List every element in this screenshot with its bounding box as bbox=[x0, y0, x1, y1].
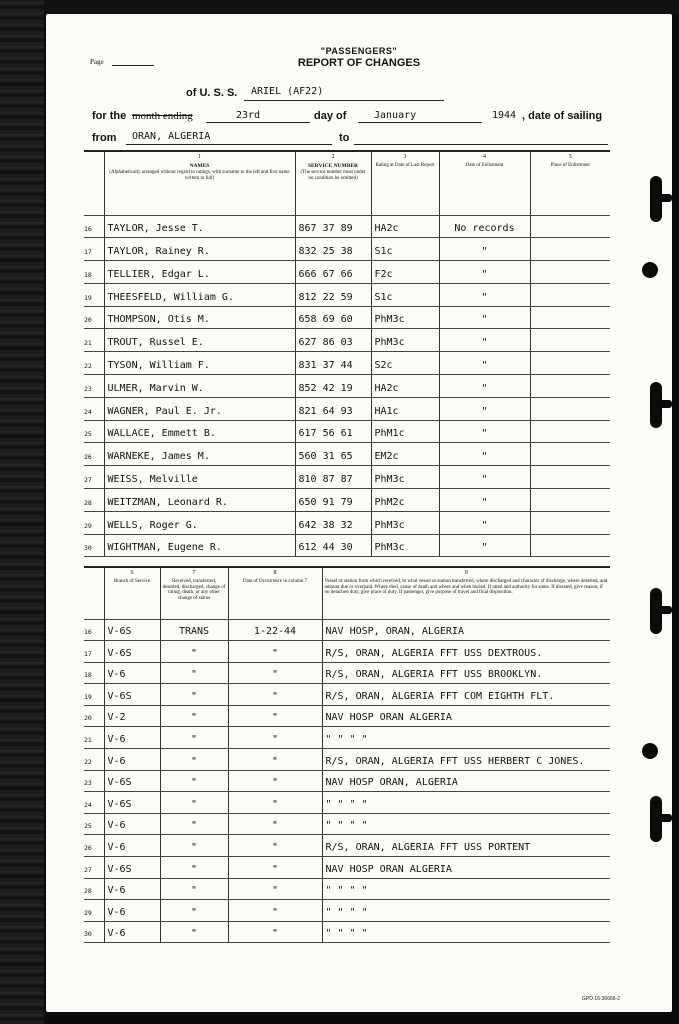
occurrence-date-cell: " bbox=[228, 813, 322, 835]
to-line bbox=[354, 144, 608, 145]
row-number: 24 bbox=[84, 792, 104, 814]
uss-label: of U. S. S. bbox=[186, 87, 238, 99]
table-row bbox=[84, 749, 610, 771]
table-row bbox=[84, 921, 610, 943]
occurrence-date-cell: " bbox=[228, 770, 322, 792]
remarks-cell: R/S, ORAN, ALGERIA FFT COM EIGHTH FLT. bbox=[322, 684, 610, 706]
occurrence-date-cell: " bbox=[228, 641, 322, 663]
binder-slot bbox=[650, 588, 662, 634]
page-label: Page bbox=[90, 58, 104, 66]
occurrence-date-header: 8 Date of Occurrence in column 7 bbox=[228, 567, 322, 619]
rating-cell: PhM3c bbox=[371, 511, 439, 534]
remarks-cell: R/S, ORAN, ALGERIA FFT USS DEXTROUS. bbox=[322, 641, 610, 663]
status-cell: " bbox=[160, 641, 228, 663]
enlistment-date-cell: " bbox=[439, 375, 530, 398]
binder-hole bbox=[642, 262, 658, 278]
rating-cell: PhM3c bbox=[371, 466, 439, 489]
status-cell: " bbox=[160, 662, 228, 684]
enlistment-place-cell bbox=[530, 443, 610, 466]
enlistment-date-cell: " bbox=[439, 443, 530, 466]
remarks-cell: " " " " bbox=[322, 921, 610, 943]
enlistment-place-header: 5 Place of Enlistment bbox=[530, 151, 610, 215]
row-number: 20 bbox=[84, 306, 104, 329]
rating-cell: PhM2c bbox=[371, 489, 439, 512]
branch-cell: V-6 bbox=[104, 900, 160, 922]
status-cell: " bbox=[160, 749, 228, 771]
occurrence-date-cell: " bbox=[228, 684, 322, 706]
name-cell: TAYLOR, Rainey R. bbox=[104, 238, 295, 261]
status-cell: " bbox=[160, 813, 228, 835]
rating-cell: HA2c bbox=[371, 215, 439, 238]
service-number-cell: 852 42 19 bbox=[295, 375, 371, 398]
row-number-header bbox=[84, 151, 104, 215]
remarks-cell: " " " " bbox=[322, 878, 610, 900]
row-number-header-2 bbox=[84, 567, 104, 619]
status-cell: " bbox=[160, 900, 228, 922]
occurrence-date-cell: " bbox=[228, 921, 322, 943]
remarks-cell: NAV HOSP ORAN, ALGERIA bbox=[322, 770, 610, 792]
branch-cell: V-6 bbox=[104, 727, 160, 749]
table-row bbox=[84, 705, 610, 727]
service-number-cell: 810 87 87 bbox=[295, 466, 371, 489]
service-number-cell: 658 69 60 bbox=[295, 306, 371, 329]
rating-cell: HA1c bbox=[371, 397, 439, 420]
name-cell: WALLACE, Emmett B. bbox=[104, 420, 295, 443]
row-number: 27 bbox=[84, 466, 104, 489]
branch-header: 6 Branch of Service bbox=[104, 567, 160, 619]
table-row bbox=[84, 397, 610, 420]
enlistment-date-cell: " bbox=[439, 238, 530, 261]
row-number: 28 bbox=[84, 489, 104, 512]
status-cell: " bbox=[160, 878, 228, 900]
status-cell: " bbox=[160, 770, 228, 792]
table-row bbox=[84, 792, 610, 814]
table-row bbox=[84, 878, 610, 900]
passengers-title: "PASSENGERS" bbox=[320, 46, 398, 56]
print-code: GPO 16-36666-2 bbox=[581, 996, 620, 1002]
row-number: 25 bbox=[84, 420, 104, 443]
enlistment-date-header: 4 Date of Enlistment bbox=[439, 151, 530, 215]
ship-name: ARIEL (AF22) bbox=[251, 86, 324, 97]
day-of-label: day of bbox=[314, 110, 347, 122]
table-row bbox=[84, 641, 610, 663]
remarks-cell: " " " " bbox=[322, 813, 610, 835]
branch-cell: V-6S bbox=[104, 792, 160, 814]
service-number-header: 2 SERVICE NUMBER (The service number must under no condition be omitted) bbox=[295, 151, 371, 215]
table-row bbox=[84, 835, 610, 857]
name-cell: TAYLOR, Jesse T. bbox=[104, 215, 295, 238]
enlistment-place-cell bbox=[530, 283, 610, 306]
service-number-cell: 831 37 44 bbox=[295, 352, 371, 375]
branch-cell: V-6 bbox=[104, 813, 160, 835]
row-number: 19 bbox=[84, 283, 104, 306]
table-row bbox=[84, 466, 610, 489]
service-number-cell: 612 44 30 bbox=[295, 534, 371, 557]
changes-table bbox=[84, 566, 610, 943]
enlistment-date-cell: " bbox=[439, 420, 530, 443]
occurrence-date-cell: " bbox=[228, 835, 322, 857]
row-number: 30 bbox=[84, 534, 104, 557]
remarks-cell: " " " " bbox=[322, 900, 610, 922]
occurrence-date-cell: " bbox=[228, 792, 322, 814]
date-of-sailing-label: , date of sailing bbox=[522, 110, 603, 122]
table-row bbox=[84, 261, 610, 284]
scan-border-top bbox=[44, 0, 679, 14]
enlistment-place-cell bbox=[530, 511, 610, 534]
branch-cell: V-6 bbox=[104, 662, 160, 684]
remarks-cell: NAV HOSP ORAN ALGERIA bbox=[322, 705, 610, 727]
enlistment-place-cell bbox=[530, 352, 610, 375]
enlistment-date-cell: " bbox=[439, 466, 530, 489]
report-title: REPORT OF CHANGES bbox=[297, 57, 421, 69]
from-line bbox=[126, 144, 332, 145]
enlistment-place-cell bbox=[530, 306, 610, 329]
row-number: 17 bbox=[84, 641, 104, 663]
service-number-cell: 617 56 61 bbox=[295, 420, 371, 443]
year-value: 1944 bbox=[492, 110, 517, 121]
service-number-cell: 832 25 38 bbox=[295, 238, 371, 261]
service-number-cell: 821 64 93 bbox=[295, 397, 371, 420]
status-cell: " bbox=[160, 705, 228, 727]
enlistment-place-cell bbox=[530, 215, 610, 238]
table-row bbox=[84, 375, 610, 398]
branch-cell: V-6S bbox=[104, 641, 160, 663]
service-number-cell: 627 86 03 bbox=[295, 329, 371, 352]
table-row bbox=[84, 900, 610, 922]
binder-hole bbox=[642, 743, 658, 759]
enlistment-place-cell bbox=[530, 261, 610, 284]
binder-slot bbox=[650, 382, 662, 428]
branch-cell: V-6 bbox=[104, 878, 160, 900]
ship-line bbox=[244, 100, 444, 101]
name-cell: ULMER, Marvin W. bbox=[104, 375, 295, 398]
row-number: 21 bbox=[84, 329, 104, 352]
row-number: 29 bbox=[84, 900, 104, 922]
rating-cell: PhM3c bbox=[371, 329, 439, 352]
name-cell: TYSON, William F. bbox=[104, 352, 295, 375]
remarks-cell: R/S, ORAN, ALGERIA FFT USS PORTENT bbox=[322, 835, 610, 857]
enlistment-place-cell bbox=[530, 489, 610, 512]
table-row bbox=[84, 443, 610, 466]
remarks-cell: R/S, ORAN, ALGERIA FFT USS BROOKLYN. bbox=[322, 662, 610, 684]
rating-cell: PhM1c bbox=[371, 420, 439, 443]
row-number: 17 bbox=[84, 238, 104, 261]
row-number: 30 bbox=[84, 921, 104, 943]
for-the-label: for the bbox=[92, 110, 127, 122]
service-number-cell: 812 22 59 bbox=[295, 283, 371, 306]
service-number-cell: 560 31 65 bbox=[295, 443, 371, 466]
row-number: 29 bbox=[84, 511, 104, 534]
occurrence-date-cell: " bbox=[228, 857, 322, 879]
enlistment-date-cell: " bbox=[439, 283, 530, 306]
table-row bbox=[84, 306, 610, 329]
enlistment-date-cell: " bbox=[439, 306, 530, 329]
name-cell: WELLS, Roger G. bbox=[104, 511, 295, 534]
table-row bbox=[84, 238, 610, 261]
branch-cell: V-2 bbox=[104, 705, 160, 727]
month-line bbox=[358, 122, 482, 123]
row-number: 28 bbox=[84, 878, 104, 900]
name-cell: WEITZMAN, Leonard R. bbox=[104, 489, 295, 512]
enlistment-date-cell: No records bbox=[439, 215, 530, 238]
occurrence-date-cell: " bbox=[228, 705, 322, 727]
name-cell: THEESFELD, William G. bbox=[104, 283, 295, 306]
occurrence-date-cell: 1-22-44 bbox=[228, 619, 322, 641]
occurrence-date-cell: " bbox=[228, 900, 322, 922]
enlistment-date-cell: " bbox=[439, 329, 530, 352]
enlistment-place-cell bbox=[530, 397, 610, 420]
row-number: 16 bbox=[84, 619, 104, 641]
enlistment-date-cell: " bbox=[439, 534, 530, 557]
table-row bbox=[84, 352, 610, 375]
branch-cell: V-6S bbox=[104, 770, 160, 792]
day-line bbox=[206, 122, 310, 123]
name-cell: WAGNER, Paul E. Jr. bbox=[104, 397, 295, 420]
rating-cell: PhM3c bbox=[371, 306, 439, 329]
day-value: 23rd bbox=[236, 110, 261, 121]
table-row bbox=[84, 489, 610, 512]
table-row bbox=[84, 619, 610, 641]
row-number: 27 bbox=[84, 857, 104, 879]
row-number: 26 bbox=[84, 835, 104, 857]
name-cell: TROUT, Russel E. bbox=[104, 329, 295, 352]
name-cell: WIGHTMAN, Eugene R. bbox=[104, 534, 295, 557]
branch-cell: V-6S bbox=[104, 684, 160, 706]
row-number: 22 bbox=[84, 352, 104, 375]
name-cell: WARNEKE, James M. bbox=[104, 443, 295, 466]
status-cell: TRANS bbox=[160, 619, 228, 641]
table-row bbox=[84, 283, 610, 306]
remarks-cell: R/S, ORAN, ALGERIA FFT USS HERBERT C JONES. bbox=[322, 749, 610, 771]
remarks-cell: NAV HOSP, ORAN, ALGERIA bbox=[322, 619, 610, 641]
month-value: January bbox=[374, 110, 417, 121]
enlistment-date-cell: " bbox=[439, 261, 530, 284]
report-sheet bbox=[46, 14, 672, 1012]
enlistment-date-cell: " bbox=[439, 489, 530, 512]
names-header: 1 NAMES (Alphabetically arranged without regard to ratings, with surname to the left and first name written in full) bbox=[104, 151, 295, 215]
scan-border-left bbox=[0, 0, 44, 1024]
table-row bbox=[84, 857, 610, 879]
enlistment-place-cell bbox=[530, 238, 610, 261]
branch-cell: V-6 bbox=[104, 835, 160, 857]
remarks-cell: " " " " bbox=[322, 727, 610, 749]
branch-cell: V-6 bbox=[104, 921, 160, 943]
rating-cell: F2c bbox=[371, 261, 439, 284]
branch-cell: V-6S bbox=[104, 857, 160, 879]
row-number: 24 bbox=[84, 397, 104, 420]
occurrence-date-cell: " bbox=[228, 878, 322, 900]
enlistment-place-cell bbox=[530, 420, 610, 443]
status-cell: " bbox=[160, 684, 228, 706]
enlistment-date-cell: " bbox=[439, 397, 530, 420]
occurrence-date-cell: " bbox=[228, 749, 322, 771]
binder-slot bbox=[650, 796, 662, 842]
rating-header: 3 Rating at Date of Last Report bbox=[371, 151, 439, 215]
service-number-cell: 642 38 32 bbox=[295, 511, 371, 534]
branch-cell: V-6 bbox=[104, 749, 160, 771]
table-row bbox=[84, 662, 610, 684]
status-cell: " bbox=[160, 727, 228, 749]
table-row bbox=[84, 727, 610, 749]
service-number-cell: 650 91 79 bbox=[295, 489, 371, 512]
enlistment-place-cell bbox=[530, 534, 610, 557]
enlistment-place-cell bbox=[530, 466, 610, 489]
table-row bbox=[84, 813, 610, 835]
remarks-cell: " " " " bbox=[322, 792, 610, 814]
row-number: 25 bbox=[84, 813, 104, 835]
from-label: from bbox=[92, 132, 117, 144]
table-row bbox=[84, 684, 610, 706]
rating-cell: EM2c bbox=[371, 443, 439, 466]
row-number: 18 bbox=[84, 662, 104, 684]
rating-cell: HA2c bbox=[371, 375, 439, 398]
branch-cell: V-6S bbox=[104, 619, 160, 641]
binder-slot bbox=[650, 176, 662, 222]
row-number: 22 bbox=[84, 749, 104, 771]
status-cell: " bbox=[160, 921, 228, 943]
row-number: 16 bbox=[84, 215, 104, 238]
status-cell: " bbox=[160, 835, 228, 857]
row-number: 23 bbox=[84, 770, 104, 792]
occurrence-date-cell: " bbox=[228, 727, 322, 749]
table-row bbox=[84, 534, 610, 557]
from-value: ORAN, ALGERIA bbox=[132, 131, 211, 142]
table-row bbox=[84, 511, 610, 534]
row-number: 26 bbox=[84, 443, 104, 466]
service-number-cell: 666 67 66 bbox=[295, 261, 371, 284]
table-row bbox=[84, 329, 610, 352]
to-label: to bbox=[339, 132, 350, 144]
name-cell: TELLIER, Edgar L. bbox=[104, 261, 295, 284]
struck-month-ending: month ending bbox=[132, 110, 193, 122]
service-number-cell: 867 37 89 bbox=[295, 215, 371, 238]
enlistment-place-cell bbox=[530, 329, 610, 352]
remarks-header: 9 Vessel or station from which received, to what vessel or station transferred, where discharged and character of discharge, where deserted, and amount due or overpaid. Where died, cause of death and where and when buried. If rated and authority for same. If disrated, give reason; if on detached duty, give place of duty. If passenger, give purpose of travel and final disposition. bbox=[322, 567, 610, 619]
personnel-table bbox=[84, 150, 610, 557]
table-row bbox=[84, 420, 610, 443]
enlistment-date-cell: " bbox=[439, 511, 530, 534]
row-number: 20 bbox=[84, 705, 104, 727]
status-cell: " bbox=[160, 857, 228, 879]
name-cell: WEISS, Melville bbox=[104, 466, 295, 489]
row-number: 21 bbox=[84, 727, 104, 749]
enlistment-place-cell bbox=[530, 375, 610, 398]
table-row bbox=[84, 770, 610, 792]
occurrence-date-cell: " bbox=[228, 662, 322, 684]
rating-cell: S1c bbox=[371, 238, 439, 261]
row-number: 23 bbox=[84, 375, 104, 398]
rating-cell: PhM3c bbox=[371, 534, 439, 557]
rating-cell: S2c bbox=[371, 352, 439, 375]
name-cell: THOMPSON, Otis M. bbox=[104, 306, 295, 329]
status-cell: " bbox=[160, 792, 228, 814]
table-row bbox=[84, 215, 610, 238]
row-number: 19 bbox=[84, 684, 104, 706]
row-number: 18 bbox=[84, 261, 104, 284]
remarks-cell: NAV HOSP ORAN ALGERIA bbox=[322, 857, 610, 879]
enlistment-date-cell: " bbox=[439, 352, 530, 375]
rating-cell: S1c bbox=[371, 283, 439, 306]
status-header: 7 Received, transferred, deserted, discharged, change of rating, death, or any other change of status bbox=[160, 567, 228, 619]
